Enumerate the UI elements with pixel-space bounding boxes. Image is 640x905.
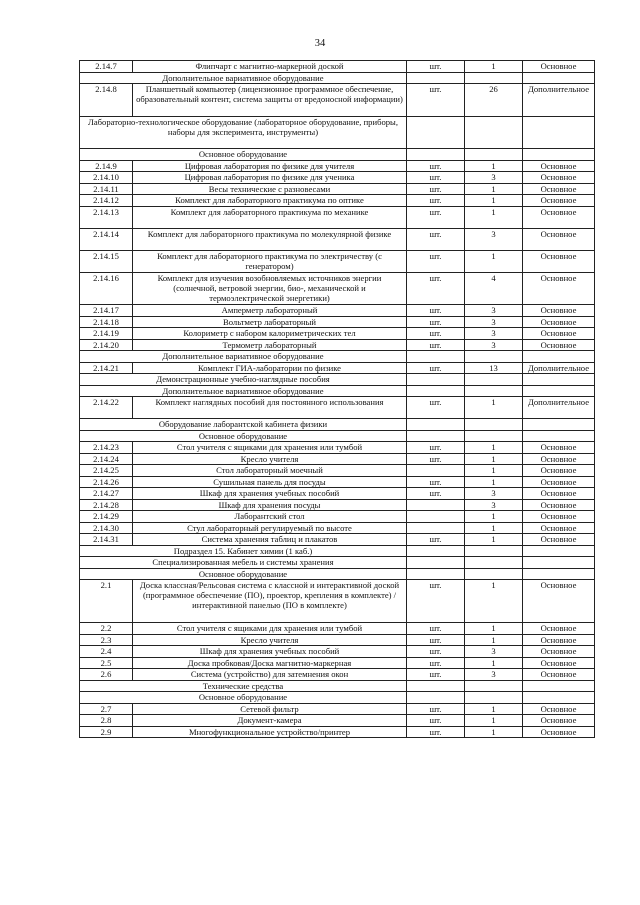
item-name: Лаборантский стол (133, 511, 407, 523)
table-row (80, 657, 595, 669)
item-quantity: 3 (465, 316, 523, 328)
empty-cell (465, 374, 523, 386)
item-number: 2.2 (80, 623, 133, 635)
item-number: 2.14.7 (80, 61, 133, 73)
item-type: Основное (523, 272, 595, 305)
item-type: Основное (523, 646, 595, 658)
item-unit: шт. (407, 476, 465, 488)
item-name: Доска классная/Рельсовая система с классной и интерактивной доской (программное обеспечение (ПО), проектор, крепления в комплекте) / интерактивной панелью (ПО в комплекте) (133, 580, 407, 623)
item-name: Термометр лабораторный (133, 339, 407, 351)
item-quantity: 3 (465, 669, 523, 681)
item-number: 2.9 (80, 726, 133, 738)
section-row (80, 680, 595, 692)
item-quantity: 1 (465, 522, 523, 534)
item-type: Основное (523, 328, 595, 340)
item-type: Основное (523, 172, 595, 184)
item-quantity: 1 (465, 465, 523, 477)
item-type: Основное (523, 657, 595, 669)
empty-cell (407, 680, 465, 692)
empty-cell (523, 568, 595, 580)
item-number: 2.14.12 (80, 195, 133, 207)
section-label: Основное оборудование (80, 692, 407, 704)
item-type: Основное (523, 465, 595, 477)
item-number: 2.14.24 (80, 453, 133, 465)
item-unit: шт. (407, 172, 465, 184)
item-name: Доска пробковая/Доска магнитно-маркерная (133, 657, 407, 669)
empty-cell (465, 351, 523, 363)
section-row (80, 430, 595, 442)
section-row (80, 419, 595, 431)
item-unit: шт. (407, 84, 465, 117)
empty-cell (465, 680, 523, 692)
item-name: Комплект наглядных пособий для постоянного использования (133, 397, 407, 419)
item-quantity: 1 (465, 250, 523, 272)
section-row (80, 374, 595, 386)
item-name: Амперметр лабораторный (133, 305, 407, 317)
item-number: 2.14.9 (80, 160, 133, 172)
empty-cell (407, 557, 465, 569)
table-row (80, 305, 595, 317)
empty-cell (523, 557, 595, 569)
section-label: Дополнительное вариативное оборудование (80, 72, 407, 84)
table-row (80, 715, 595, 727)
item-type: Основное (523, 634, 595, 646)
table-row (80, 499, 595, 511)
item-unit: шт. (407, 250, 465, 272)
item-name: Цифровая лаборатория по физике для ученика (133, 172, 407, 184)
item-unit: шт. (407, 183, 465, 195)
section-row (80, 149, 595, 161)
item-number: 2.14.17 (80, 305, 133, 317)
item-type: Основное (523, 522, 595, 534)
item-number: 2.14.14 (80, 228, 133, 250)
item-quantity: 1 (465, 442, 523, 454)
empty-cell (407, 430, 465, 442)
item-unit: шт. (407, 488, 465, 500)
item-type: Основное (523, 250, 595, 272)
item-number: 2.14.15 (80, 250, 133, 272)
item-unit: шт. (407, 634, 465, 646)
table-row (80, 84, 595, 117)
item-name: Система (устройство) для затемнения окон (133, 669, 407, 681)
item-quantity: 4 (465, 272, 523, 305)
item-quantity: 1 (465, 580, 523, 623)
item-number: 2.14.20 (80, 339, 133, 351)
item-quantity: 1 (465, 715, 523, 727)
item-name: Вольтметр лабораторный (133, 316, 407, 328)
item-quantity: 3 (465, 339, 523, 351)
section-label: Специализированная мебель и системы хранения (80, 557, 407, 569)
item-name: Стол учителя с ящиками для хранения или тумбой (133, 442, 407, 454)
table-row (80, 397, 595, 419)
item-name: Стул лабораторный регулируемый по высоте (133, 522, 407, 534)
item-number: 2.1 (80, 580, 133, 623)
item-name: Сушильная панель для посуды (133, 476, 407, 488)
item-number: 2.14.22 (80, 397, 133, 419)
item-name: Комплект для изучения возобновляемых источников энергии (солнечной, ветровой энергии, био-, механической и термоэлектрической энергетики) (133, 272, 407, 305)
table-row (80, 623, 595, 635)
item-unit: шт. (407, 726, 465, 738)
table-row (80, 453, 595, 465)
item-type: Основное (523, 476, 595, 488)
table-row (80, 316, 595, 328)
item-name: Весы технические с разновесами (133, 183, 407, 195)
item-unit: шт. (407, 328, 465, 340)
table-row (80, 328, 595, 340)
table-row (80, 522, 595, 534)
item-name: Многофункциональное устройство/принтер (133, 726, 407, 738)
item-name: Комплект для лабораторного практикума по механике (133, 206, 407, 228)
table-row (80, 726, 595, 738)
item-type: Основное (523, 580, 595, 623)
section-label: Демонстрационные учебно-наглядные пособия (80, 374, 407, 386)
item-quantity: 1 (465, 703, 523, 715)
table-row (80, 250, 595, 272)
table-row (80, 703, 595, 715)
item-number: 2.7 (80, 703, 133, 715)
item-type: Основное (523, 183, 595, 195)
empty-cell (523, 116, 595, 149)
table-row (80, 362, 595, 374)
empty-cell (523, 680, 595, 692)
section-label: Дополнительное вариативное оборудование (80, 385, 407, 397)
empty-cell (523, 351, 595, 363)
item-unit: шт. (407, 160, 465, 172)
empty-cell (523, 374, 595, 386)
item-number: 2.14.8 (80, 84, 133, 117)
item-name: Цифровая лаборатория по физике для учителя (133, 160, 407, 172)
item-unit: шт. (407, 61, 465, 73)
table-row (80, 195, 595, 207)
table-row (80, 465, 595, 477)
item-type: Основное (523, 703, 595, 715)
item-name: Система хранения таблиц и плакатов (133, 534, 407, 546)
empty-cell (407, 149, 465, 161)
section-label: Лабораторно-технологическое оборудование (лабораторное оборудование, приборы, наборы для эксперимента, инструменты) (80, 116, 407, 149)
item-number: 2.14.28 (80, 499, 133, 511)
item-quantity: 3 (465, 172, 523, 184)
item-quantity: 1 (465, 726, 523, 738)
item-quantity: 3 (465, 488, 523, 500)
section-row (80, 692, 595, 704)
table-row (80, 669, 595, 681)
section-label: Подраздел 15. Кабинет химии (1 каб.) (80, 545, 407, 557)
item-quantity: 1 (465, 534, 523, 546)
empty-cell (465, 72, 523, 84)
empty-cell (523, 149, 595, 161)
table-row (80, 61, 595, 73)
empty-cell (465, 692, 523, 704)
item-quantity: 1 (465, 397, 523, 419)
item-name: Колориметр с набором калориметрических тел (133, 328, 407, 340)
item-name: Кресло учителя (133, 634, 407, 646)
table-row (80, 442, 595, 454)
item-number: 2.14.11 (80, 183, 133, 195)
item-unit: шт. (407, 453, 465, 465)
section-label: Технические средства (80, 680, 407, 692)
item-name: Стол лабораторный моечный (133, 465, 407, 477)
empty-cell (407, 692, 465, 704)
item-number: 2.14.21 (80, 362, 133, 374)
empty-cell (407, 419, 465, 431)
item-unit (407, 522, 465, 534)
item-unit: шт. (407, 715, 465, 727)
section-row (80, 557, 595, 569)
table-row (80, 511, 595, 523)
item-name: Сетевой фильтр (133, 703, 407, 715)
item-name: Шкаф для хранения посуды (133, 499, 407, 511)
empty-cell (407, 351, 465, 363)
item-unit: шт. (407, 397, 465, 419)
empty-cell (407, 374, 465, 386)
item-unit: шт. (407, 339, 465, 351)
item-type: Основное (523, 61, 595, 73)
item-name: Комплект ГИА-лаборатории по физике (133, 362, 407, 374)
item-type: Основное (523, 726, 595, 738)
section-label: Основное оборудование (80, 149, 407, 161)
item-quantity: 1 (465, 206, 523, 228)
item-quantity: 1 (465, 61, 523, 73)
item-type: Основное (523, 499, 595, 511)
section-label: Основное оборудование (80, 430, 407, 442)
item-unit: шт. (407, 362, 465, 374)
item-unit (407, 499, 465, 511)
item-name: Кресло учителя (133, 453, 407, 465)
item-name: Документ-камера (133, 715, 407, 727)
empty-cell (523, 545, 595, 557)
table-row (80, 646, 595, 658)
item-quantity: 1 (465, 476, 523, 488)
table-row (80, 160, 595, 172)
item-unit: шт. (407, 195, 465, 207)
item-type: Основное (523, 228, 595, 250)
item-quantity: 1 (465, 511, 523, 523)
empty-cell (465, 385, 523, 397)
item-quantity: 26 (465, 84, 523, 117)
item-type: Основное (523, 339, 595, 351)
section-row (80, 385, 595, 397)
section-label: Дополнительное вариативное оборудование (80, 351, 407, 363)
table-row (80, 476, 595, 488)
empty-cell (407, 545, 465, 557)
item-number: 2.14.23 (80, 442, 133, 454)
item-number: 2.5 (80, 657, 133, 669)
item-quantity: 1 (465, 657, 523, 669)
section-label: Основное оборудование (80, 568, 407, 580)
item-number: 2.14.19 (80, 328, 133, 340)
item-number: 2.6 (80, 669, 133, 681)
item-name: Шкаф для хранения учебных пособий (133, 488, 407, 500)
item-quantity: 1 (465, 160, 523, 172)
item-number: 2.14.30 (80, 522, 133, 534)
item-type: Основное (523, 534, 595, 546)
equipment-table-body (80, 61, 595, 738)
item-number: 2.14.29 (80, 511, 133, 523)
item-unit: шт. (407, 657, 465, 669)
empty-cell (465, 116, 523, 149)
item-type: Основное (523, 442, 595, 454)
item-type: Дополнительное (523, 397, 595, 419)
table-row (80, 339, 595, 351)
item-unit: шт. (407, 305, 465, 317)
item-type: Дополнительное (523, 362, 595, 374)
item-unit: шт. (407, 646, 465, 658)
item-number: 2.3 (80, 634, 133, 646)
page-number: 34 (314, 38, 326, 49)
empty-cell (465, 545, 523, 557)
item-quantity: 1 (465, 183, 523, 195)
empty-cell (407, 568, 465, 580)
item-number: 2.4 (80, 646, 133, 658)
table-row (80, 488, 595, 500)
empty-cell (465, 430, 523, 442)
item-number: 2.14.31 (80, 534, 133, 546)
item-quantity: 3 (465, 646, 523, 658)
item-quantity: 3 (465, 305, 523, 317)
item-name: Планшетный компьютер (лицензионное программное обеспечение, образовательный контент, система защиты от вредоносной информации) (133, 84, 407, 117)
item-type: Основное (523, 623, 595, 635)
item-number: 2.14.25 (80, 465, 133, 477)
item-number: 2.14.18 (80, 316, 133, 328)
item-number: 2.14.16 (80, 272, 133, 305)
item-quantity: 1 (465, 623, 523, 635)
item-unit: шт. (407, 534, 465, 546)
empty-cell (523, 72, 595, 84)
table-row (80, 634, 595, 646)
item-type: Основное (523, 160, 595, 172)
item-unit (407, 511, 465, 523)
item-unit: шт. (407, 669, 465, 681)
empty-cell (465, 557, 523, 569)
item-quantity: 13 (465, 362, 523, 374)
table-row (80, 206, 595, 228)
empty-cell (523, 430, 595, 442)
item-unit: шт. (407, 703, 465, 715)
item-type: Дополнительное (523, 84, 595, 117)
item-name: Шкаф для хранения учебных пособий (133, 646, 407, 658)
empty-cell (407, 72, 465, 84)
equipment-table (79, 60, 595, 738)
item-type: Основное (523, 305, 595, 317)
item-unit: шт. (407, 228, 465, 250)
item-unit: шт. (407, 272, 465, 305)
table-row (80, 228, 595, 250)
item-unit: шт. (407, 442, 465, 454)
item-name: Комплект для лабораторного практикума по электричеству (с генератором) (133, 250, 407, 272)
item-type: Основное (523, 715, 595, 727)
table-row (80, 183, 595, 195)
empty-cell (407, 116, 465, 149)
item-name: Флипчарт с магнитно-маркерной доской (133, 61, 407, 73)
item-unit: шт. (407, 206, 465, 228)
empty-cell (407, 385, 465, 397)
item-name: Стол учителя с ящиками для хранения или тумбой (133, 623, 407, 635)
item-unit: шт. (407, 623, 465, 635)
item-unit: шт. (407, 580, 465, 623)
empty-cell (523, 385, 595, 397)
table-row (80, 534, 595, 546)
section-row (80, 72, 595, 84)
section-row (80, 545, 595, 557)
item-type: Основное (523, 453, 595, 465)
item-unit: шт. (407, 316, 465, 328)
item-type: Основное (523, 316, 595, 328)
item-quantity: 1 (465, 453, 523, 465)
item-quantity: 1 (465, 195, 523, 207)
item-name: Комплект для лабораторного практикума по молекулярной физике (133, 228, 407, 250)
section-row (80, 568, 595, 580)
section-row (80, 116, 595, 149)
empty-cell (523, 419, 595, 431)
item-quantity: 1 (465, 634, 523, 646)
table-row (80, 580, 595, 623)
empty-cell (465, 419, 523, 431)
item-name: Комплект для лабораторного практикума по оптике (133, 195, 407, 207)
item-number: 2.14.26 (80, 476, 133, 488)
item-unit (407, 465, 465, 477)
item-type: Основное (523, 206, 595, 228)
item-number: 2.14.10 (80, 172, 133, 184)
section-label: Оборудование лаборантской кабинета физики (80, 419, 407, 431)
item-type: Основное (523, 669, 595, 681)
item-quantity: 3 (465, 228, 523, 250)
section-row (80, 351, 595, 363)
empty-cell (465, 149, 523, 161)
item-quantity: 3 (465, 328, 523, 340)
item-type: Основное (523, 488, 595, 500)
item-type: Основное (523, 195, 595, 207)
item-number: 2.8 (80, 715, 133, 727)
item-number: 2.14.13 (80, 206, 133, 228)
item-quantity: 3 (465, 499, 523, 511)
item-type: Основное (523, 511, 595, 523)
table-row (80, 172, 595, 184)
table-row (80, 272, 595, 305)
item-number: 2.14.27 (80, 488, 133, 500)
empty-cell (523, 692, 595, 704)
empty-cell (465, 568, 523, 580)
